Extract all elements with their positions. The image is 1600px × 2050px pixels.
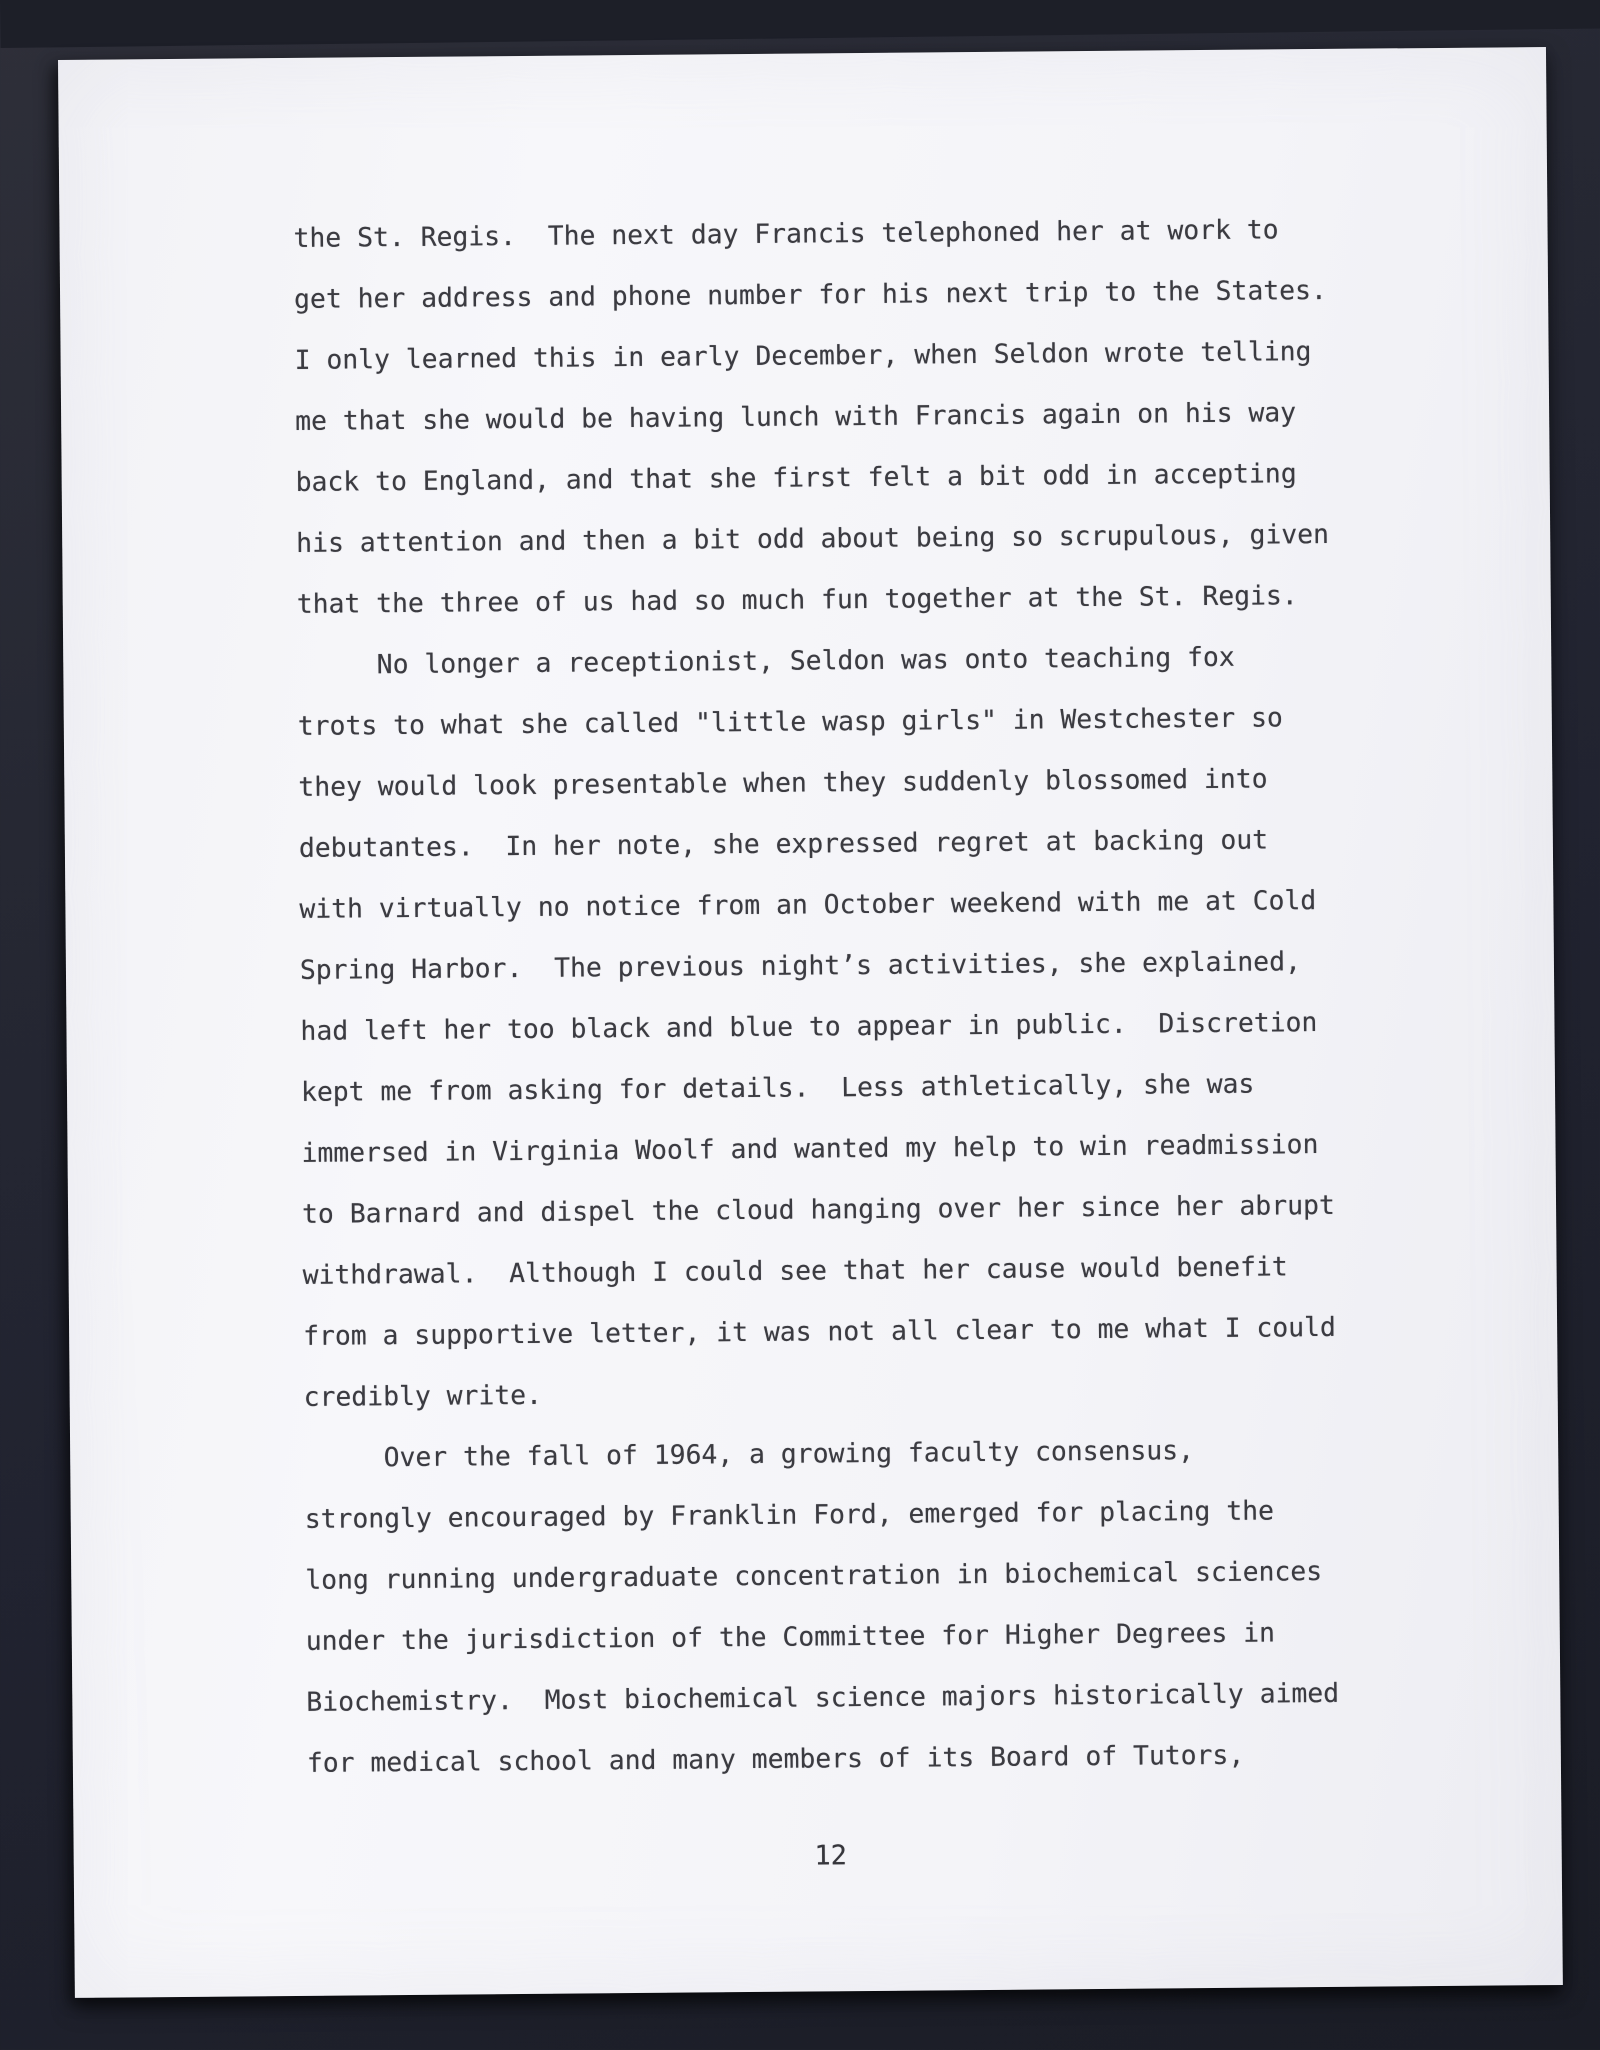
text-line: from a supportive letter, it was not all clear to me what I could	[303, 1311, 1337, 1352]
text-line: the St. Regis. The next day Francis telephoned her at work to	[293, 214, 1279, 254]
text-line: immersed in Virginia Woolf and wanted my help to win readmission	[301, 1129, 1319, 1169]
text-line: strongly encouraged by Franklin Ford, emerged for placing the	[304, 1495, 1275, 1535]
text-line: long running undergraduate concentration in biochemical sciences	[305, 1556, 1323, 1596]
text-line: back to England, and that she first felt a bit odd in accepting	[295, 458, 1297, 498]
text-line: his attention and then a bit odd about being so scrupulous, given	[296, 518, 1330, 559]
text-line: credibly write.	[303, 1379, 543, 1413]
text-line: that the three of us had so much fun together at the St. Regis.	[296, 580, 1298, 620]
text-line: Over the fall of 1964, a growing faculty consensus,	[304, 1435, 1195, 1474]
text-line: I only learned this in early December, when Seldon wrote telling	[294, 336, 1312, 376]
scanned-typewritten-page	[58, 47, 1563, 1998]
backing-sheet-edge	[0, 0, 1600, 48]
text-line: had left her too black and blue to appear in public. Discretion	[300, 1007, 1318, 1047]
page-number: 12	[814, 1840, 848, 1872]
text-line: for medical school and many members of its Board of Tutors,	[306, 1739, 1245, 1779]
text-line: withdrawal. Although I could see that her cause would benefit	[302, 1251, 1288, 1291]
text-line: trots to what she called "little wasp girls" in Westchester so	[297, 702, 1284, 742]
text-line: No longer a receptionist, Seldon was onto teaching fox	[297, 641, 1235, 681]
text-line: under the jurisdiction of the Committee for Higher Degrees in	[305, 1617, 1276, 1657]
text-line: debutantes. In her note, she expressed regret at backing out	[298, 824, 1269, 864]
text-line: with virtually no notice from an October weekend with me at Cold	[299, 885, 1317, 925]
text-line: get her address and phone number for his next trip to the States.	[293, 274, 1327, 315]
text-line: Biochemistry. Most biochemical science majors historically aimed	[306, 1677, 1340, 1718]
text-line: to Barnard and dispel the cloud hanging over her since her abrupt	[301, 1189, 1335, 1230]
typed-text-body	[293, 199, 1340, 1794]
text-line: Spring Harbor. The previous night’s activities, she explained,	[299, 946, 1302, 986]
text-line: me that she would be having lunch with Francis again on his way	[295, 397, 1297, 437]
text-line: kept me from asking for details. Less athletically, she was	[300, 1068, 1255, 1108]
text-line: they would look presentable when they suddenly blossomed into	[298, 763, 1268, 803]
